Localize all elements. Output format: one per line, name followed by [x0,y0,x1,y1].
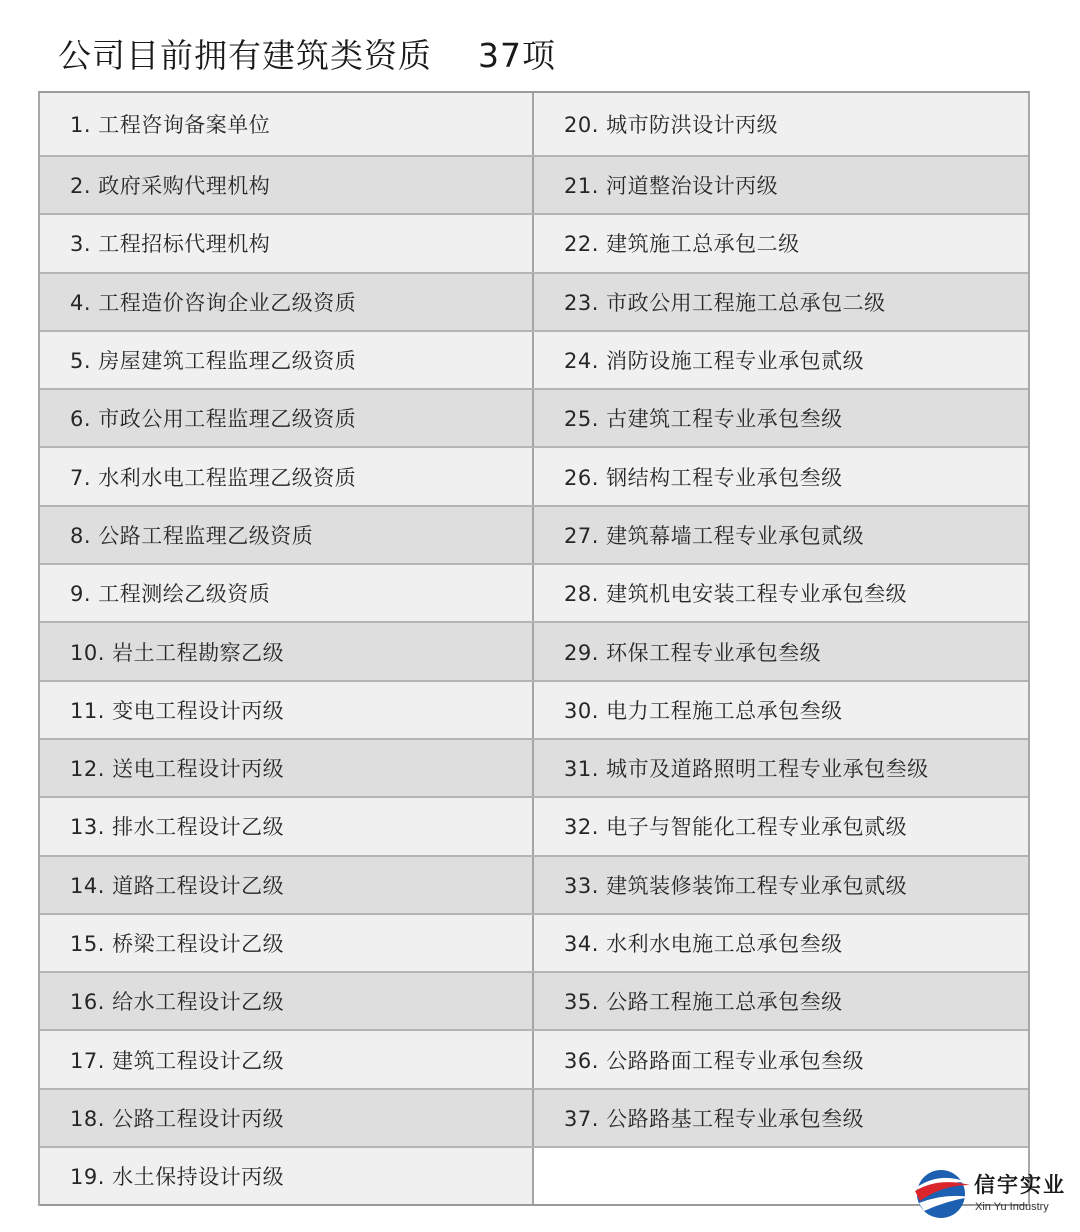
qualification-cell-right: 20. 城市防洪设计丙级 [564,113,779,137]
table-row [40,507,1028,565]
qualification-cell-left: 12. 送电工程设计丙级 [40,740,534,796]
logo-name-en: Xin Yu Industry [975,1201,1049,1213]
table-row [40,332,1028,390]
table-row [40,390,1028,448]
qualification-cell-left: 1. 工程咨询备案单位 [40,93,534,155]
qualification-cell-left: 16. 给水工程设计乙级 [40,973,534,1029]
table-row [40,1148,1028,1206]
qualification-cell-right: 36. 公路路面工程专业承包叁级 [564,1048,865,1073]
table-row [40,973,1028,1031]
table-row [40,448,1028,506]
table-row [40,740,1028,798]
qualification-cell-right: 30. 电力工程施工总承包叁级 [564,698,843,723]
page-title: 公司目前拥有建筑类资质 37项 [58,36,556,75]
qualification-cell-right: 23. 市政公用工程施工总承包二级 [564,290,886,315]
table-row [40,274,1028,332]
qualification-cell-right: 33. 建筑装修装饰工程专业承包贰级 [564,873,908,898]
qualification-cell-right: 21. 河道整治设计丙级 [564,174,779,199]
table-row [40,215,1028,273]
table-row [40,623,1028,681]
qualification-cell-right: 35. 公路工程施工总承包叁级 [564,990,843,1015]
qualification-cell-right: 34. 水利水电施工总承包叁级 [564,932,843,956]
qualification-cell-left: 18. 公路工程设计丙级 [40,1090,534,1146]
qualification-cell-right: 25. 古建筑工程专业承包叁级 [564,407,843,432]
table-row [40,93,1028,157]
qualification-cell-left: 13. 排水工程设计乙级 [40,798,534,854]
qualification-cell-right: 31. 城市及道路照明工程专业承包叁级 [564,757,929,782]
qualification-cell-left: 11. 变电工程设计丙级 [40,682,534,738]
qualification-cell-left: 7. 水利水电工程监理乙级资质 [40,448,534,504]
qualification-table [38,91,1030,1206]
qualification-cell-left: 6. 市政公用工程监理乙级资质 [40,390,534,446]
table-row [40,915,1028,973]
table-row [40,857,1028,915]
qualification-cell-right: 26. 钢结构工程专业承包叁级 [564,465,843,490]
qualification-cell-right: 22. 建筑施工总承包二级 [564,232,800,257]
qualification-cell-right: 27. 建筑幕墙工程专业承包贰级 [564,523,865,548]
qualification-cell-right: 28. 建筑机电安装工程专业承包叁级 [564,582,908,607]
qualification-cell-left: 5. 房屋建筑工程监理乙级资质 [40,332,534,388]
qualification-cell-left: 4. 工程造价咨询企业乙级资质 [40,274,534,330]
qualification-cell-right: 32. 电子与智能化工程专业承包贰级 [564,815,908,840]
qualification-cell-right: 29. 环保工程专业承包叁级 [564,640,822,665]
logo-name-cn: 信宇实业 [974,1173,1066,1197]
qualification-cell-left: 9. 工程测绘乙级资质 [40,565,534,621]
qualification-cell-left: 10. 岩土工程勘察乙级 [40,623,534,679]
company-logo [914,1165,1074,1225]
table-row [40,1090,1028,1148]
globe-swoosh-logo-icon [914,1167,972,1221]
qualification-cell-left: 17. 建筑工程设计乙级 [40,1031,534,1087]
qualification-cell-left: 15. 桥梁工程设计乙级 [40,915,534,971]
table-row [40,157,1028,215]
qualification-cell-right: 37. 公路路基工程专业承包叁级 [564,1106,865,1131]
qualification-cell-left: 14. 道路工程设计乙级 [40,857,534,913]
table-row [40,798,1028,856]
table-row [40,565,1028,623]
table-row [40,1031,1028,1089]
qualification-cell-right: 24. 消防设施工程专业承包贰级 [564,349,865,374]
table-row [40,682,1028,740]
qualification-cell-left: 19. 水土保持设计丙级 [40,1148,534,1204]
qualification-cell-left: 2. 政府采购代理机构 [40,157,534,213]
qualification-cell-left: 8. 公路工程监理乙级资质 [40,507,534,563]
qualification-cell-left: 3. 工程招标代理机构 [40,215,534,271]
